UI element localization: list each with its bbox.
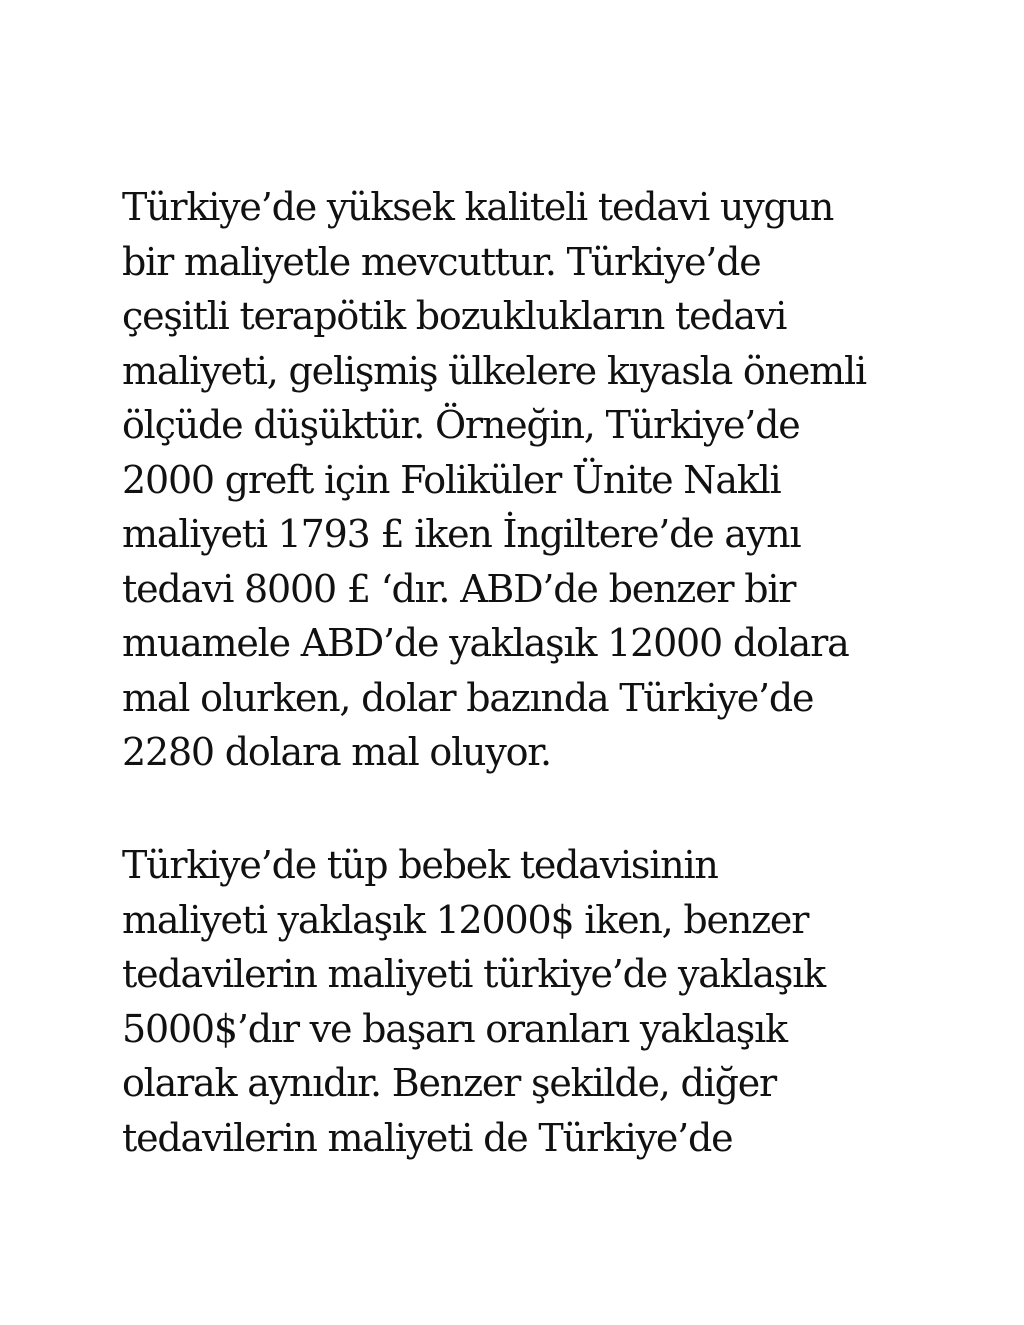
text-line: ölçüde düşüktür. Örneğin, Türkiye’de	[122, 403, 800, 447]
paragraph-ivf-costs	[122, 838, 922, 1165]
text-line: 2280 dolara mal oluyor.	[122, 730, 551, 774]
text-line: muamele ABD’de yaklaşık 12000 dolara	[122, 621, 849, 665]
text-line: mal olurken, dolar bazında Türkiye’de	[122, 675, 814, 720]
text-line: tedavi 8000 £ ‘dır. ABD’de benzer bir	[122, 566, 796, 611]
text-line: Türkiye’de tüp bebek tedavisinin	[122, 843, 718, 887]
text-line: tedavilerin maliyeti türkiye’de yaklaşık	[122, 952, 825, 996]
text-line: maliyeti yaklaşık 12000$ iken, benzer	[122, 897, 809, 942]
text-line: 5000$’dır ve başarı oranları yaklaşık	[122, 1006, 787, 1051]
text-line: 2000 greft için Foliküler Ünite Nakli	[122, 457, 781, 502]
text-line: Türkiye’de yüksek kaliteli tedavi uygun	[122, 185, 834, 229]
text-line: bir maliyetle mevcuttur. Türkiye’de	[122, 239, 761, 284]
text-line: maliyeti, gelişmiş ülkelere kıyasla önemli	[122, 348, 866, 393]
text-line: maliyeti 1793 £ iken İngiltere’de aynı	[122, 512, 801, 556]
text-line: çeşitli terapötik bozuklukların tedavi	[122, 294, 787, 338]
text-line: tedavilerin maliyeti de Türkiye’de	[122, 1115, 733, 1160]
text-line: olarak aynıdır. Benzer şekilde, diğer	[122, 1061, 776, 1105]
paragraph-treatment-costs	[122, 180, 922, 780]
